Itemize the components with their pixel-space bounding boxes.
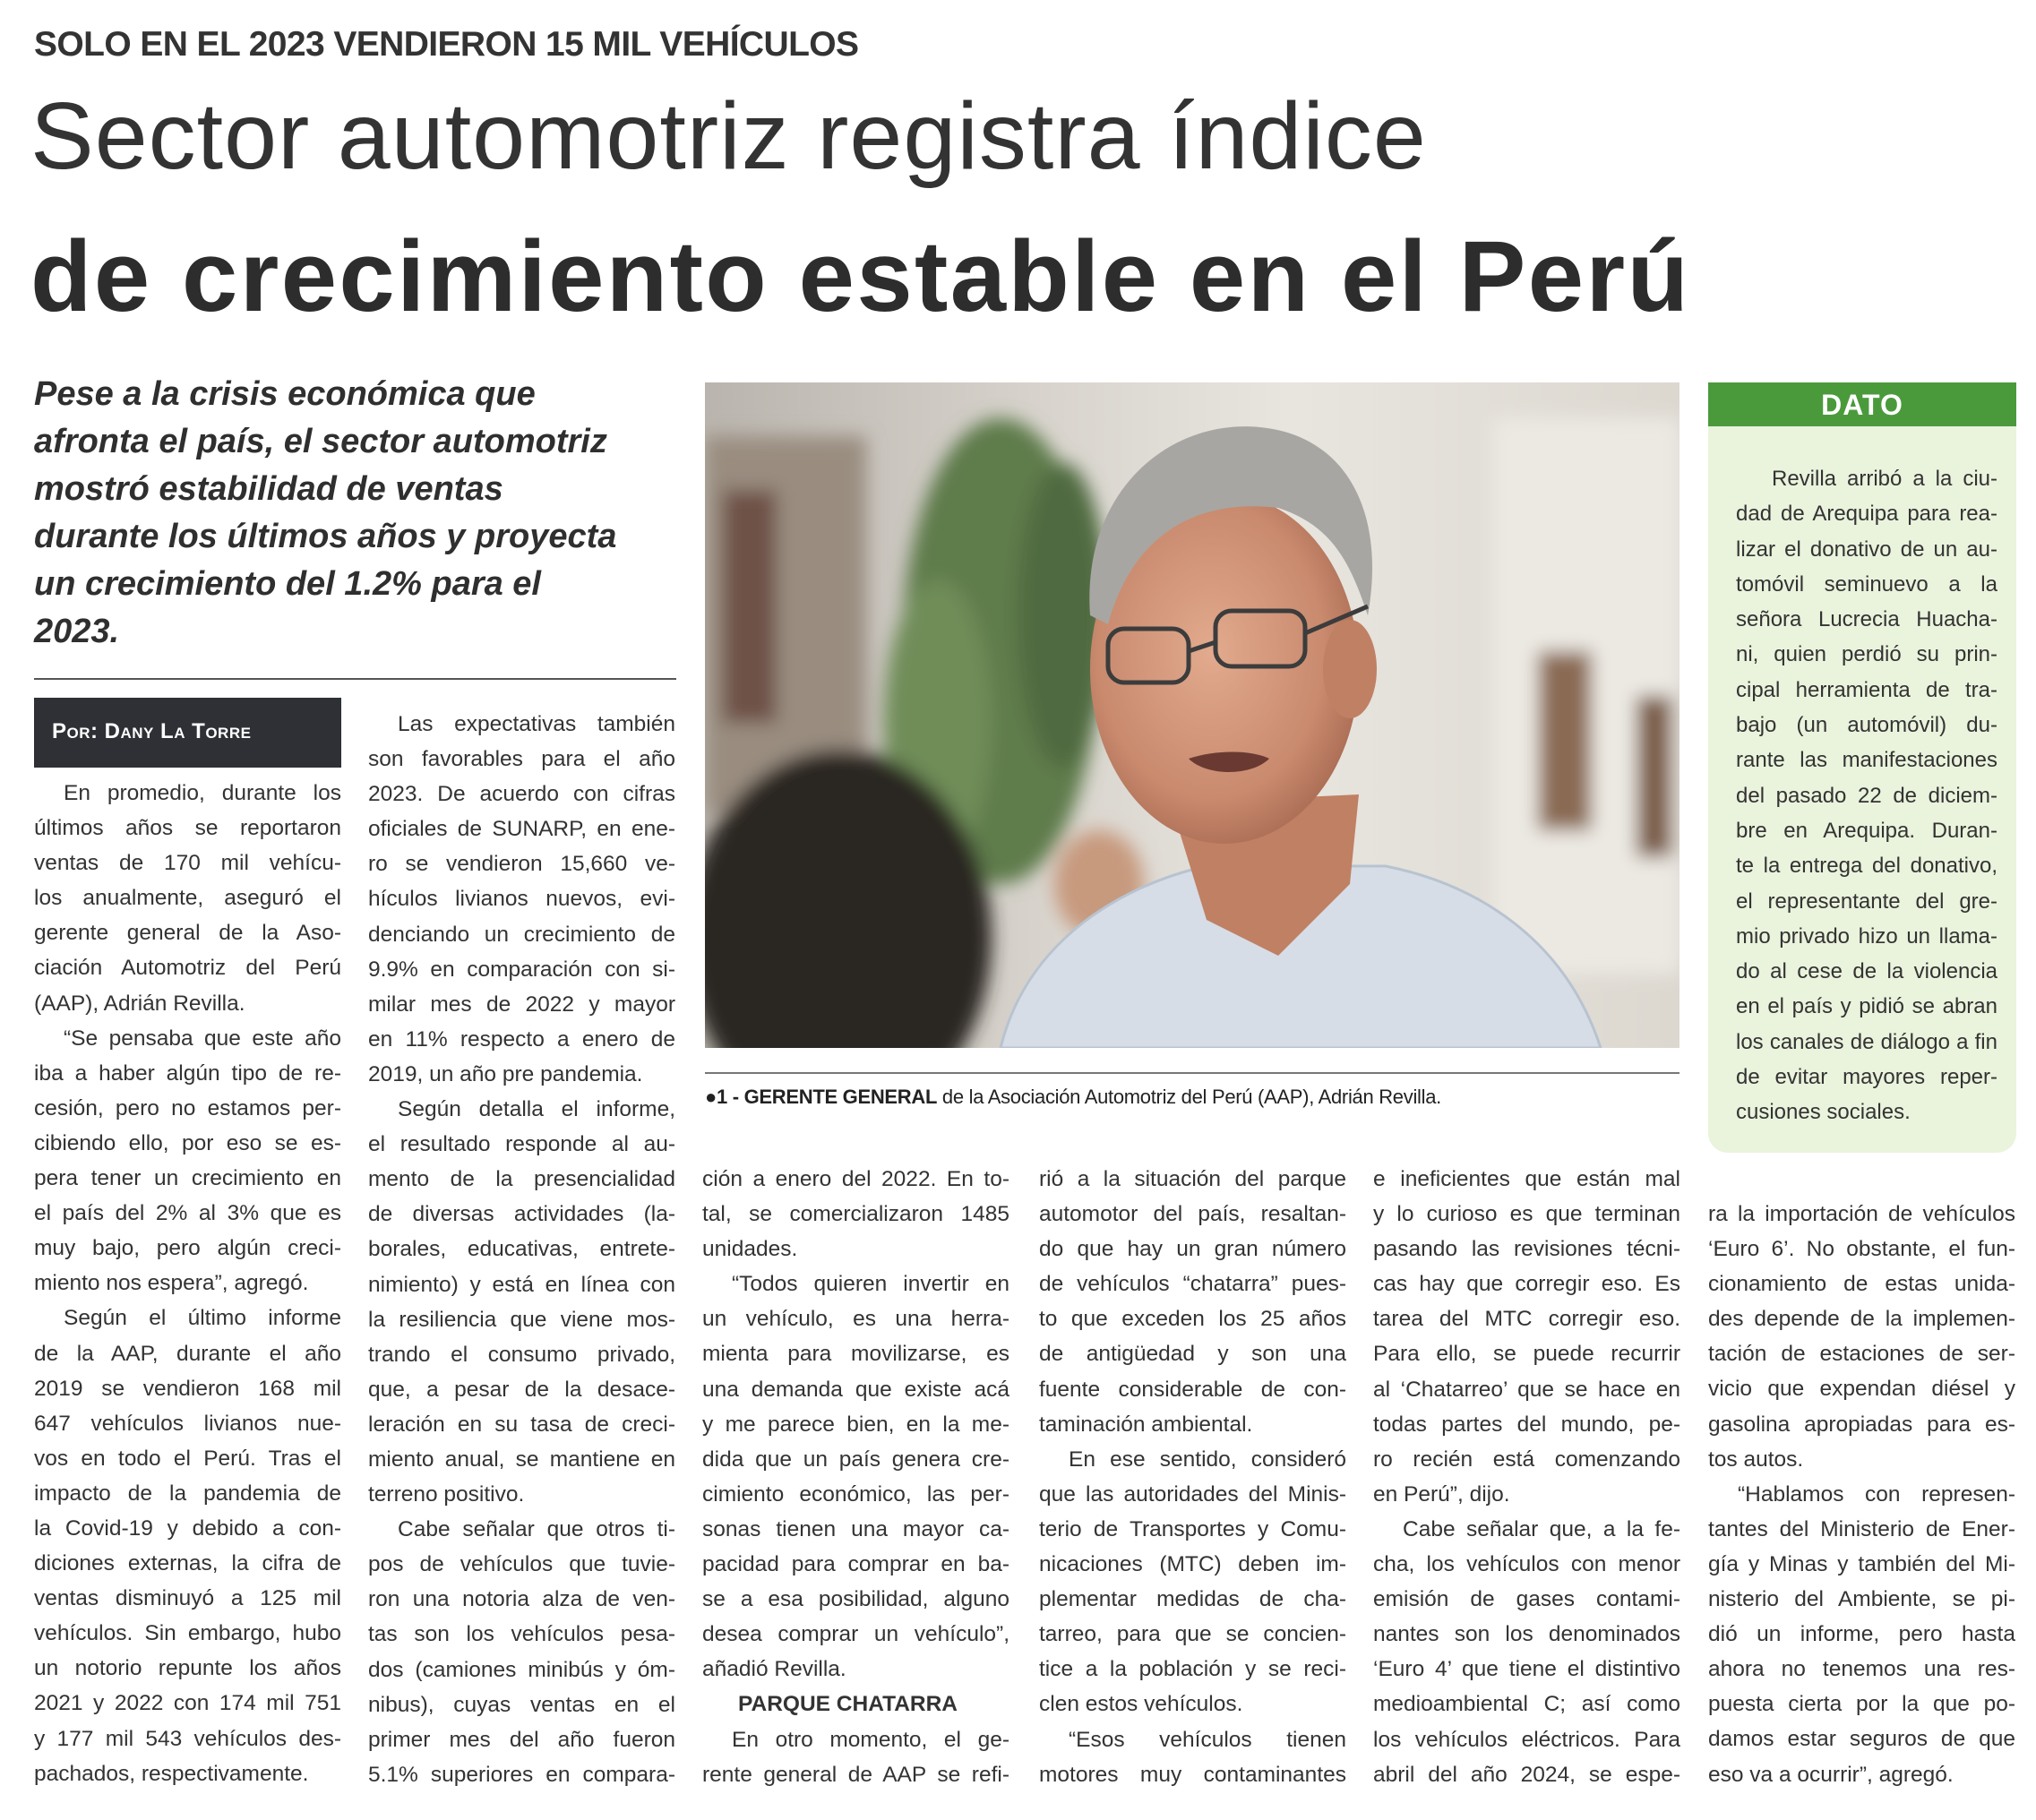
paragraph-line: borales, educativas, entrete- [368, 1237, 675, 1262]
paragraph-line: los vehículos eléctricos. Para [1373, 1727, 1680, 1752]
deck-line: un crecimiento del 1.2% para el [34, 565, 541, 603]
paragraph-line: diciones externas, la cifra de [34, 1551, 341, 1576]
paragraph-line: el país del 2% al 3% que es [34, 1201, 341, 1226]
photo-illustration [705, 382, 1679, 1048]
dato-line: mio privado hizo un llama- [1736, 923, 1997, 949]
paragraph-line: en 11% respecto a enero de [368, 1026, 675, 1052]
paragraph-line: to que exceden los 25 años [1039, 1307, 1346, 1332]
paragraph-line: hículos livianos nuevos, evi- [368, 887, 675, 912]
paragraph-line: tal, se comercializaron 1485 [702, 1202, 1009, 1227]
paragraph-line: En promedio, durante los [64, 781, 341, 805]
paragraph-line: un notorio repunte los años [34, 1656, 341, 1681]
headline-line-1: Sector automotriz registra índice [30, 83, 1427, 189]
article-photo [705, 382, 1679, 1048]
paragraph-line: 647 vehículos livianos nue- [34, 1411, 341, 1436]
paragraph-line: medioambiental C; así como [1373, 1692, 1680, 1717]
paragraph-line: ‘Euro 4’ que tiene el distintivo [1373, 1657, 1680, 1682]
article-column-5 [1373, 1162, 1680, 1792]
paragraph-line: la Covid-19 y debido a con- [34, 1515, 341, 1541]
paragraph-line: ron una notoria alza de ven- [368, 1587, 675, 1612]
paragraph-line: nicaciones (MTC) deben im- [1039, 1552, 1346, 1577]
paragraph-line: nantes son los denominados [1373, 1622, 1680, 1647]
paragraph-line: 2021 y 2022 con 174 mil 751 [34, 1691, 341, 1716]
paragraph-line: (AAP), Adrián Revilla. [34, 991, 245, 1016]
paragraph-line: 2023. De acuerdo con cifras [368, 782, 675, 807]
divider [34, 678, 676, 680]
paragraph-line: trando el consumo privado, [368, 1342, 675, 1367]
paragraph-line: motores muy contaminantes [1039, 1762, 1346, 1787]
paragraph-line: iba a haber algún tipo de re- [34, 1060, 341, 1086]
deck-line: mostró estabilidad de ventas [34, 470, 503, 508]
paragraph-line: plementar medidas de cha- [1039, 1587, 1346, 1612]
paragraph-line: ventas disminuyó a 125 mil [34, 1586, 341, 1611]
paragraph-line: tación de estaciones de ser- [1708, 1342, 2015, 1367]
paragraph-line: vicio que expendan diésel y [1708, 1377, 2015, 1402]
paragraph-line: de diversas actividades (la- [368, 1202, 675, 1227]
dato-line: de evitar mayores reper- [1736, 1065, 1997, 1090]
paragraph-line: cas hay que corregir eso. Es [1373, 1272, 1680, 1297]
photo-caption [705, 1086, 1441, 1109]
deck-line: Pese a la crisis económica que [34, 375, 536, 413]
dato-header: DATO [1708, 382, 2016, 426]
deck-line: afronta el país, el sector automotriz [34, 423, 607, 460]
paragraph-line: En otro momento, el ge- [732, 1727, 1009, 1752]
paragraph-line: milar mes de 2022 y mayor [368, 992, 675, 1017]
dato-line: señora Lucrecia Huacha- [1736, 607, 1997, 632]
paragraph-line: todas partes del mundo, pe- [1373, 1412, 1680, 1437]
paragraph-line: el resultado responde al au- [368, 1132, 675, 1157]
paragraph-line: do que hay un gran número [1039, 1237, 1346, 1262]
deck-summary [34, 371, 679, 656]
paragraph-line: impacto de la pandemia de [34, 1481, 341, 1506]
paragraph-line: ‘Euro 6’. No obstante, el fun- [1708, 1237, 2015, 1262]
paragraph-line: miento anual, se mantiene en [368, 1447, 675, 1472]
paragraph-line: tarea del MTC corregir eso. [1373, 1307, 1680, 1332]
paragraph-line: rió a la situación del parque [1039, 1167, 1346, 1191]
paragraph-line: muy bajo, pero algún creci- [34, 1236, 341, 1261]
article-column-1 [34, 776, 341, 1791]
paragraph-line: tas son los vehículos pesa- [368, 1622, 675, 1647]
paragraph-line: oficiales de SUNARP, en ene- [368, 817, 675, 842]
kicker-headline: SOLO EN EL 2023 VENDIERON 15 MIL VEHÍCULOS [34, 25, 859, 64]
paragraph-line: desea comprar un vehículo”, [702, 1622, 1009, 1647]
article-column-4 [1039, 1162, 1346, 1792]
dato-sidebar [1708, 382, 2016, 1153]
paragraph-line: sonas tienen una mayor ca- [702, 1516, 1009, 1541]
paragraph-line: Según detalla el informe, [398, 1097, 675, 1122]
paragraph-line: un vehículo, es una herra- [702, 1307, 1009, 1332]
paragraph-line: 2019, un año pre pandemia. [368, 1061, 643, 1086]
headline-line-2: de crecimiento estable en el Perú [30, 220, 1691, 332]
paragraph-line: “Todos quieren invertir en [732, 1272, 1009, 1297]
paragraph-line: fuente considerable de con- [1039, 1377, 1346, 1402]
paragraph-line: Según el último informe [64, 1306, 341, 1331]
dato-line: bajo (un automóvil) du- [1736, 713, 1997, 738]
paragraph-line: pacidad para comprar en ba- [702, 1552, 1009, 1577]
paragraph-line: ra la importación de vehículos [1708, 1202, 2015, 1226]
paragraph-line: los anualmente, aseguró el [34, 886, 341, 911]
paragraph-line: Cabe señalar que, a la fe- [1403, 1516, 1680, 1541]
paragraph-line: pasando las revisiones técni- [1373, 1237, 1680, 1262]
paragraph-line: pachados, respectivamente. [34, 1761, 309, 1786]
paragraph-line: abril del año 2024, se espe- [1373, 1762, 1680, 1787]
dato-line: do al cese de la violencia [1736, 959, 1997, 984]
paragraph-line: ventas de 170 mil vehícu- [34, 851, 341, 876]
paragraph-line: primer mes del año fueron [368, 1727, 675, 1752]
paragraph-line: cionamiento de estas unida- [1708, 1272, 2015, 1297]
paragraph-line: ro recién está comenzando [1373, 1447, 1680, 1472]
caption-divider [705, 1072, 1679, 1074]
paragraph-line: rente general de AAP se refi- [702, 1762, 1009, 1787]
paragraph-line: tice a la población y se reci- [1039, 1657, 1346, 1682]
paragraph-line: ción a enero del 2022. En to- [702, 1167, 1009, 1191]
paragraph-line: terio de Transportes y Comu- [1039, 1516, 1346, 1541]
byline: Por: Dany La Torre [34, 698, 341, 768]
paragraph-line: automotor del país, resaltan- [1039, 1202, 1346, 1227]
paragraph-line: son favorables para el año [368, 747, 675, 772]
paragraph-line: la resiliencia que viene mos- [368, 1307, 675, 1332]
dato-line: cusiones sociales. [1736, 1100, 1911, 1125]
paragraph-line: ahora no tenemos una res- [1708, 1657, 2015, 1682]
paragraph-line: cimiento económico, las per- [702, 1481, 1009, 1507]
paragraph-line: pera tener un crecimiento en [34, 1166, 341, 1191]
dato-line: Revilla arribó a la ciu- [1772, 467, 1997, 491]
paragraph-line: que las autoridades del Minis- [1039, 1481, 1346, 1507]
paragraph-line: en Perú”, dijo. [1373, 1481, 1510, 1507]
paragraph-line: Las expectativas también [398, 712, 675, 736]
paragraph-line: añadió Revilla. [702, 1657, 846, 1682]
dato-line: del pasado 22 de diciem- [1736, 783, 1997, 808]
paragraph-line: mienta para movilizarse, es [702, 1342, 1009, 1367]
paragraph-line: tantes del Ministerio de Ener- [1708, 1516, 2015, 1541]
paragraph-line: que, a pesar de la desace- [368, 1377, 675, 1402]
paragraph-line: gía y Minas y también del Mi- [1708, 1551, 2015, 1576]
paragraph-line: nisterio del Ambiente, se pi- [1708, 1587, 2015, 1612]
paragraph-line: unidades. [702, 1237, 798, 1262]
dato-line: en el país y pidió se abran [1736, 994, 1997, 1019]
paragraph-line: y 177 mil 543 vehículos des- [34, 1726, 341, 1751]
paragraph-line: tos autos. [1708, 1447, 1804, 1472]
dato-line: el representante del gre- [1736, 889, 1997, 914]
paragraph-line: “Hablamos con represen- [1738, 1481, 2015, 1507]
paragraph-line: nimiento) y está en línea con [368, 1272, 675, 1297]
paragraph-line: se a esa posibilidad, alguno [702, 1587, 1009, 1612]
dato-line: cipal herramienta de tra- [1736, 677, 1997, 702]
paragraph-line: y lo curioso es que terminan [1373, 1202, 1680, 1227]
paragraph-line: Cabe señalar que otros ti- [398, 1517, 675, 1542]
paragraph-line: de la AAP, durante el año [34, 1341, 341, 1366]
paragraph-line: clen estos vehículos. [1039, 1692, 1243, 1717]
paragraph-line: eso va a ocurrir”, agregó. [1708, 1762, 1954, 1787]
paragraph-line: terreno positivo. [368, 1482, 525, 1507]
deck-line: 2023. [34, 613, 120, 650]
paragraph-line: dió un informe, pero hasta [1708, 1622, 2015, 1647]
caption-lead: GERENTE GENERAL [743, 1086, 938, 1108]
paragraph-line: dos (camiones minibús y óm- [368, 1657, 675, 1682]
paragraph-line: ro se vendieron 15,660 ve- [368, 852, 675, 877]
dato-body [1736, 461, 1997, 1130]
deck-line: durante los últimos años y proyecta [34, 518, 617, 555]
paragraph-line: cibiendo ello, por eso se es- [34, 1130, 341, 1155]
paragraph-line: cesión, pero no estamos per- [34, 1095, 341, 1120]
paragraph-line: de vehículos “chatarra” pues- [1039, 1272, 1346, 1297]
paragraph-line: una demanda que existe acá [702, 1377, 1009, 1402]
paragraph-line: al ‘Chatarreo’ que se hace en [1373, 1377, 1680, 1402]
paragraph-line: taminación ambiental. [1039, 1412, 1253, 1437]
paragraph-line: “Esos vehículos tienen [1069, 1727, 1346, 1752]
dato-line: los canales de diálogo a fin [1736, 1029, 1997, 1054]
paragraph-line: damos estar seguros de que [1708, 1727, 2015, 1752]
paragraph-line: “Se pensaba que este año [64, 1026, 341, 1051]
dato-line: lizar el donativo de un au- [1736, 537, 1997, 562]
paragraph-line: y me parece bien, en la me- [702, 1412, 1009, 1437]
dato-line: bre en Arequipa. Duran- [1736, 818, 1997, 843]
article-column-2 [368, 707, 675, 1792]
paragraph-line: ciación Automotriz del Perú [34, 956, 341, 981]
paragraph-line: emisión de gases contami- [1373, 1587, 1680, 1612]
dato-line: ni, quien perdió su prin- [1736, 642, 1997, 667]
paragraph-line: 5.1% superiores en compara- [368, 1762, 675, 1787]
caption-text: de la Asociación Automotriz del Perú (AAP), Adrián Revilla. [937, 1086, 1441, 1108]
paragraph-line: nibus), cuyas ventas en el [368, 1692, 675, 1717]
dato-line: rante las manifestaciones [1736, 748, 1997, 773]
paragraph-line: 9.9% en comparación con si- [368, 957, 675, 982]
paragraph-line: miento nos espera”, agregó. [34, 1271, 309, 1296]
paragraph-line: de antigüedad y son una [1039, 1342, 1346, 1367]
paragraph-line: cha, los vehículos con menor [1373, 1552, 1680, 1577]
article-column-3 [702, 1162, 1009, 1792]
article-column-6 [1708, 1197, 2015, 1792]
paragraph-line: mento de la presencialidad [368, 1167, 675, 1192]
paragraph-line: tarreo, para que se concien- [1039, 1622, 1346, 1647]
paragraph-line: puesta cierta por la que po- [1708, 1692, 2015, 1717]
paragraph-line: vos en todo el Perú. Tras el [34, 1446, 341, 1471]
dato-line: tomóvil seminuevo a la [1736, 571, 1997, 597]
dato-line: te la entrega del donativo, [1736, 854, 1997, 879]
paragraph-line: vehículos. Sin embargo, hubo [34, 1621, 341, 1646]
paragraph-line: En ese sentido, consideró [1069, 1447, 1346, 1472]
paragraph-line: gerente general de la Aso- [34, 921, 341, 946]
paragraph-line: gasolina apropiadas para es- [1708, 1412, 2015, 1437]
paragraph-line: 2019 se vendieron 168 mil [34, 1376, 341, 1401]
paragraph-line: denciando un crecimiento de [368, 922, 675, 947]
paragraph-line: leración en su tasa de creci- [368, 1412, 675, 1437]
caption-marker: ●1 - [705, 1086, 744, 1108]
paragraph-line: últimos años se reportaron [34, 816, 341, 841]
paragraph-line: dida que un país genera cre- [702, 1447, 1009, 1472]
section-subhead: PARQUE CHATARRA [738, 1692, 958, 1717]
dato-line: dad de Arequipa para rea- [1736, 502, 1997, 527]
paragraph-line: Para ello, se puede recurrir [1373, 1342, 1680, 1367]
paragraph-line: des depende de la implemen- [1708, 1307, 2015, 1332]
paragraph-line: pos de vehículos que tuvie- [368, 1552, 675, 1577]
paragraph-line: e ineficientes que están mal [1373, 1167, 1680, 1191]
